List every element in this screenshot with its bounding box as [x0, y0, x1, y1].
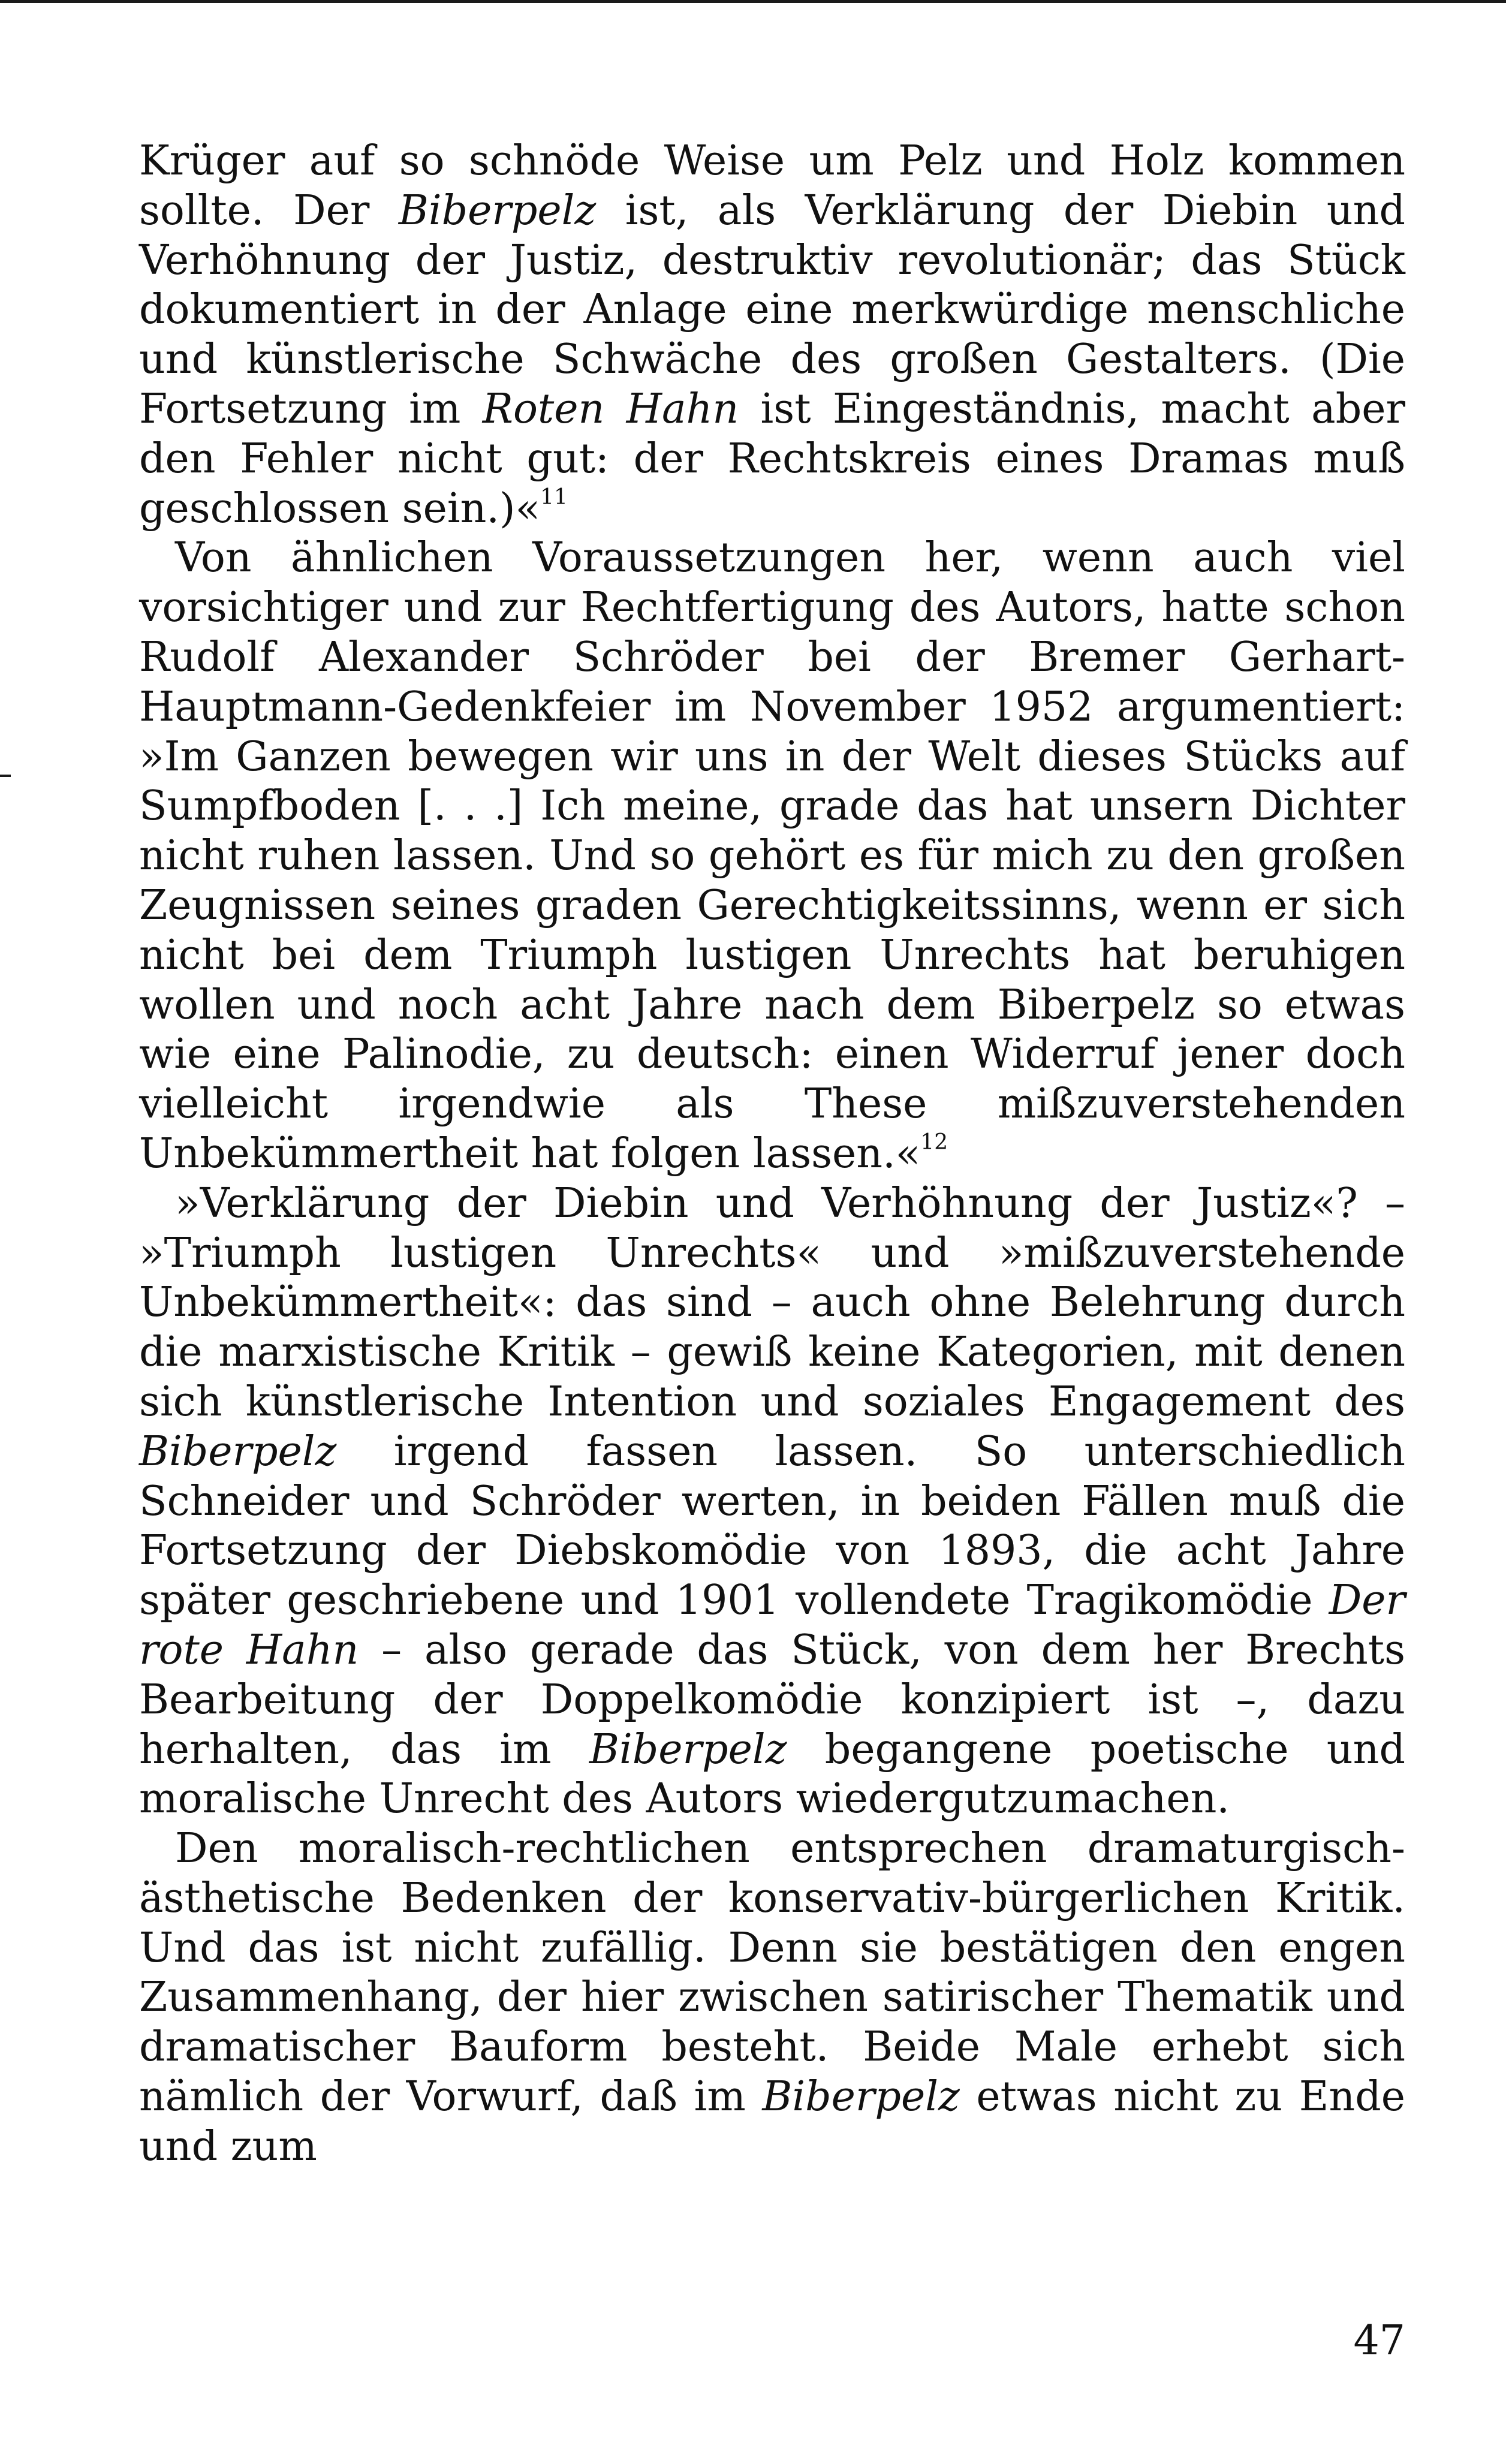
paragraph	[139, 1179, 1405, 1824]
text-run: etwas nicht zu Ende und zum	[139, 2073, 1405, 2170]
paragraph	[139, 534, 1405, 1179]
footnote-marker: 11	[540, 484, 568, 510]
text-run: Krüger auf so schnöde Weise um Pelz und Holz kommen sollte. Der	[139, 137, 1405, 234]
italic-title: Biberpelz	[398, 186, 597, 234]
text-run: »Verklärung der Diebin und Verhöhnung der Justiz«? – »Triumph lustigen Unrechts« und »mißzuverstehende Unbekümmertheit«: das sind – auch ohne Belehrung durch die marxistische Kritik – gewiß keine Kategorien, mit denen sich künstlerische Intention und soziales Engagement des	[139, 1179, 1405, 1426]
text-run: begangene poetische und moralische Unrecht des Autors wiedergutzumachen.	[139, 1725, 1405, 1823]
italic-title: Biberpelz	[139, 1427, 337, 1475]
body-text	[139, 137, 1405, 2172]
text-run: Den moralisch-rechtlichen entsprechen dramaturgisch-ästhetische Bedenken der konservativ-bürgerlichen Kritik. Und das ist nicht zufällig. Denn sie bestätigen den engen Zusammenhang, der hier zwischen satirischer Thematik und dramatischer Bauform besteht. Beide Male erhebt sich nämlich der Vorwurf, daß im	[139, 1825, 1405, 2121]
italic-title: Biberpelz	[762, 2073, 960, 2121]
italic-title: Der rote Hahn	[139, 1577, 1405, 1674]
italic-title: Roten Hahn	[482, 385, 739, 433]
text-run: Von ähnlichen Voraussetzungen her, wenn auch viel vorsichtiger und zur Rechtfertigung des Autors, hatte schon Rudolf Alexander Schröder bei der Bremer Gerhart-Hauptmann-Gedenkfeier im November 1952 argumentiert: »Im Ganzen bewegen wir uns in der Welt dieses Stücks auf Sumpfboden [. . .] Ich meine, grade das hat unsern Dichter nicht ruhen lassen. Und so gehört es für mich zu den großen Zeugnissen seines graden Gerechtigkeitssinns, wenn er sich nicht bei dem Triumph lustigen Unrechts hat beruhigen wollen und noch acht Jahre nach dem Biberpelz so etwas wie eine Palinodie, zu deutsch: einen Widerruf jener doch vielleicht irgendwie als These mißzuverstehenden Unbekümmertheit hat folgen lassen.«	[139, 534, 1405, 1177]
paragraph	[139, 137, 1405, 534]
footnote-marker: 12	[920, 1129, 948, 1155]
page-number: 47	[1353, 2317, 1405, 2364]
paragraph	[139, 1824, 1405, 2172]
text-run: – also gerade das Stück, von dem her Brechts Bearbeitung der Doppelkomödie konzipiert ist –, dazu herhalten, das im	[139, 1626, 1405, 1773]
italic-title: Biberpelz	[589, 1725, 787, 1773]
text-run: ist Eingeständnis, macht aber den Fehler nicht gut: der Rechtskreis eines Dramas muß geschlossen sein.)«	[139, 385, 1405, 532]
left-margin-mark	[0, 775, 11, 777]
text-run: ist, als Verklärung der Diebin und Verhöhnung der Justiz, destruktiv revolutionär; das Stück dokumentiert in der Anlage eine merkwürdige menschliche und künstlerische Schwäche des großen Gestalters. (Die Fortsetzung im	[139, 186, 1405, 433]
text-run: irgend fassen lassen. So unterschiedlich Schneider und Schröder werten, in beiden Fällen muß die Fortsetzung der Diebskomödie von 1893, die acht Jahre später geschriebene und 1901 vollendete Tragikomödie	[139, 1427, 1405, 1625]
top-edge-rule	[0, 0, 1506, 3]
